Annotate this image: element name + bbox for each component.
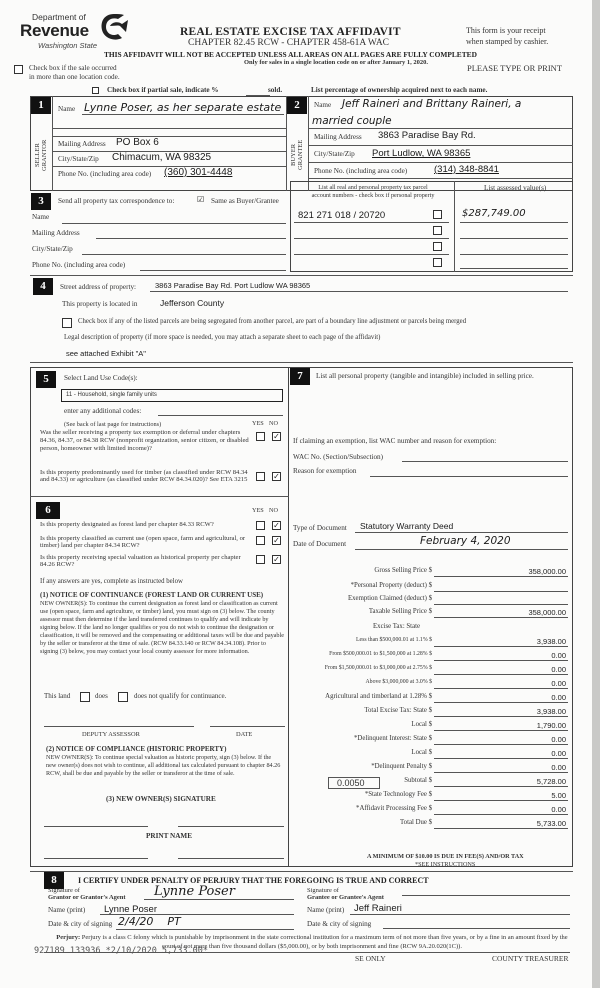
buyer-city[interactable]: Port Ludlow, WA 98365 xyxy=(372,148,471,159)
q2-yes-checkbox[interactable] xyxy=(256,472,265,481)
tax-row-line xyxy=(434,591,568,592)
buyer-mailing[interactable]: 3863 Paradise Bay Rd. xyxy=(378,130,476,141)
tax-row-label: Above $3,000,000 at 3.0% $ xyxy=(365,679,432,685)
tax-row-label: *Affidavit Processing Fee $ xyxy=(356,805,432,812)
receipt-note-1: This form is your receipt xyxy=(466,26,546,35)
tax-row-line xyxy=(434,702,568,703)
tax-row-line xyxy=(434,617,568,618)
buyer-side-label: BUYER GRANTEE xyxy=(290,139,304,171)
print-name-line-1[interactable] xyxy=(44,858,148,859)
logo-name: Revenue xyxy=(20,21,89,40)
tax-row-value[interactable]: 358,000.00 xyxy=(528,567,566,576)
notice-1-title: (1) NOTICE OF CONTINUANCE (FOREST LAND OR CURRENT USE) xyxy=(40,591,264,599)
yes-header-6: YES xyxy=(252,507,264,514)
tax-row-label: From $500,000.01 to $1,500,000 at 1.28% $ xyxy=(329,651,432,657)
notice-2-text: NEW OWNER(S): To continue special valuation as historic property, sign (3) below. If the new owner(s) does not wish to continue, all additional tax calculated pursuant to chapter 84.26 RCW, shall be due and payable by the seller or transferor at the time of sale. xyxy=(46,754,281,777)
buyer-mailing-label: Mailing Address xyxy=(314,133,362,141)
tax-row-value[interactable]: 5,728.00 xyxy=(536,777,566,786)
tax-row-label: *Personal Property (deduct) $ xyxy=(350,582,432,589)
partial-sale-checkbox[interactable] xyxy=(92,87,99,94)
tax-row-label: Total Due $ xyxy=(400,819,432,826)
current-use-yes-checkbox[interactable] xyxy=(256,536,265,545)
buyer-name-line1[interactable]: Jeff Raineri and Brittany Raineri, a xyxy=(342,98,522,110)
seller-name-label: Name xyxy=(58,105,76,113)
reason-label: Reason for exemption xyxy=(293,467,357,475)
reason-input[interactable] xyxy=(370,476,568,477)
buyer-phone-label: Phone No. (including area code) xyxy=(314,167,408,175)
tax-row-line xyxy=(434,646,568,647)
tax-row-line xyxy=(434,660,568,661)
current-use-no-checkbox[interactable]: ✓ xyxy=(273,536,280,545)
logo-state: Washington State xyxy=(38,41,98,50)
new-owner-signature-title: (3) NEW OWNER(S) SIGNATURE xyxy=(106,795,216,803)
send-correspondence-label: Send all property tax correspondence to: xyxy=(58,197,175,205)
tax-row-value[interactable]: 0.00 xyxy=(551,665,566,674)
county[interactable]: Jefferson County xyxy=(160,298,225,308)
tax-row-label: From $1,500,000.01 to $3,000,000 at 2.75% $ xyxy=(324,665,432,671)
tax-row-line xyxy=(434,716,568,717)
personal-property-checkbox[interactable] xyxy=(433,242,442,251)
tax-row-label: Taxable Selling Price $ xyxy=(368,608,432,615)
tax-row-line xyxy=(434,786,568,787)
forest-no-checkbox[interactable]: ✓ xyxy=(273,521,280,530)
tax-row-line xyxy=(434,772,568,773)
county-treasurer-label: COUNTY TREASURER xyxy=(492,954,569,963)
parcel-header: List all real and personal property tax parcel account numbers - check box if personal property xyxy=(311,184,435,199)
tax-row-value[interactable]: 358,000.00 xyxy=(528,608,566,617)
certify-statement: I CERTIFY UNDER PENALTY OF PERJURY THAT THE FOREGOING IS TRUE AND CORRECT xyxy=(78,876,429,885)
print-name-label: PRINT NAME xyxy=(146,832,192,840)
seller-side-label: SELLER GRANTOR xyxy=(34,139,48,171)
timber-question: Is this property predominantly used for timber (as classified under RCW 84.34 and 84.33) or agriculture (as classified under RCW 84.34.020)? See ETA 3215 xyxy=(40,469,248,484)
historical-yes-checkbox[interactable] xyxy=(256,555,265,564)
logo-dept: Department of xyxy=(32,12,86,22)
does-label: does xyxy=(95,692,108,700)
corr-mailing-label: Mailing Address xyxy=(32,229,80,237)
grantor-date-city[interactable]: 2/4/20 PT xyxy=(118,915,181,928)
cashier-stamp: 927189 133936 *2/10/2020 5,733.00* xyxy=(34,946,208,956)
tax-row-value[interactable]: 0.00 xyxy=(551,651,566,660)
additional-codes-input[interactable] xyxy=(158,415,283,416)
form-title: REAL ESTATE EXCISE TAX AFFIDAVIT xyxy=(180,26,401,38)
corr-city-label: City/State/Zip xyxy=(32,245,73,253)
grantor-signature-label: Signature of Grantor or Grantor's Agent xyxy=(48,887,126,901)
exemption-question: Was the seller receiving a property tax exemption or deferral under chapters 84.36, 84.37, or 84.38 RCW (nonprofit organization, senior citizen, or disabled person, homeowner with limited income)? xyxy=(40,429,249,453)
tax-row-value[interactable]: 0.00 xyxy=(551,735,566,744)
grantee-date-line[interactable] xyxy=(383,928,570,929)
corr-name-label: Name xyxy=(32,213,50,221)
section-6-badge: 6 xyxy=(36,502,60,519)
same-as-buyer-label: Same as Buyer/Grantee xyxy=(211,197,279,205)
tax-row-line xyxy=(434,576,568,577)
tax-row-line xyxy=(434,758,568,759)
seller-mailing-label: Mailing Address xyxy=(58,140,106,148)
forest-yes-checkbox[interactable] xyxy=(256,521,265,530)
tax-row-value[interactable]: 1,790.00 xyxy=(536,721,566,730)
legal-description[interactable]: see attached Exhibit "A" xyxy=(66,349,146,358)
section-2-badge: 2 xyxy=(287,97,307,114)
assessor-date-label: DATE xyxy=(236,731,253,738)
buyer-city-label: City/State/Zip xyxy=(314,150,355,158)
grantor-signature[interactable]: Lynne Poser xyxy=(154,884,235,899)
tax-row-line xyxy=(434,828,568,829)
historical-no-checkbox[interactable]: ✓ xyxy=(273,555,280,564)
section-5-badge: 5 xyxy=(36,371,56,388)
personal-property-checkbox[interactable] xyxy=(433,258,442,267)
ownership-note: List percentage of ownership acquired next to each name. xyxy=(311,86,488,94)
q1-no-checkbox[interactable]: ✓ xyxy=(273,432,280,441)
print-name-line-2[interactable] xyxy=(178,858,284,859)
receipt-note-2: when stamped by cashier. xyxy=(466,37,549,46)
assessed-value[interactable]: $287,749.00 xyxy=(462,208,526,219)
current-use-question: Is this property classified as current use (open space, farm and agricultural, or timber) land per chapter 84.34 RCW? xyxy=(40,535,246,550)
section-4-badge: 4 xyxy=(33,278,53,295)
assessor-date-line[interactable] xyxy=(210,726,285,727)
tax-row-value[interactable]: 0.00 xyxy=(551,805,566,814)
this-land-label: This land xyxy=(44,692,71,700)
tax-row-line xyxy=(434,604,568,605)
tax-row-line xyxy=(434,730,568,731)
dor-logo xyxy=(14,10,134,50)
type-or-print: PLEASE TYPE OR PRINT xyxy=(467,63,563,73)
buyer-phone[interactable]: (314) 348-8841 xyxy=(434,164,499,175)
deputy-assessor-line[interactable] xyxy=(44,726,194,727)
legal-desc-label: Legal description of property (if more space is needed, you may attach a separate sheet to each page of the affidavit) xyxy=(64,334,381,341)
tax-row-label: *Delinquent Interest: State $ xyxy=(354,735,432,742)
partial-sold-label: sold. xyxy=(268,86,283,94)
parcel-number[interactable]: 821 271 018 / 20720 xyxy=(298,210,386,221)
tax-row-value[interactable]: 0.00 xyxy=(551,679,566,688)
doc-type-label: Type of Document xyxy=(293,524,347,532)
form-warning: THIS AFFIDAVIT WILL NOT BE ACCEPTED UNLESS ALL AREAS ON ALL PAGES ARE FULLY COMPLETED xyxy=(104,50,477,59)
tax-row-line xyxy=(434,814,568,815)
additional-codes-label: enter any additional codes: xyxy=(64,407,142,415)
land-use-select[interactable] xyxy=(61,389,283,402)
tax-row-label: Exemption Claimed (deduct) $ xyxy=(348,595,432,602)
historical-question: Is this property receiving special valuation as historical property per chapter 84.26 RCW? xyxy=(40,554,241,569)
tax-row-value[interactable]: 0.00 xyxy=(551,693,566,702)
partial-sale-label: Check box if partial sale, indicate % xyxy=(107,86,219,94)
grantee-name[interactable]: Jeff Raineri xyxy=(354,903,402,914)
see-instructions: *SEE INSTRUCTIONS xyxy=(415,861,476,868)
notice-2-title: (2) NOTICE OF COMPLIANCE (HISTORIC PROPERTY) xyxy=(46,745,227,753)
land-use-label: Select Land Use Code(s): xyxy=(64,374,138,382)
section-3-badge: 3 xyxy=(31,193,51,210)
local-rate-box xyxy=(328,777,380,789)
scan-edge xyxy=(592,0,600,988)
no-header: NO xyxy=(269,420,278,427)
section-8-badge: 8 xyxy=(44,872,64,889)
tax-row-label: *Delinquent Penalty $ xyxy=(371,763,432,770)
does-not-label: does not qualify for continuance. xyxy=(134,692,227,700)
tax-row-line xyxy=(434,744,568,745)
tax-row-line xyxy=(434,688,568,689)
tax-row-value[interactable]: 0.00 xyxy=(551,763,566,772)
tax-row-value[interactable]: 0.00 xyxy=(551,749,566,758)
q1-yes-checkbox[interactable] xyxy=(256,432,265,441)
tax-row-label: *State Technology Fee $ xyxy=(364,791,432,798)
tax-row-label: Less than $500,000.01 at 1.1% $ xyxy=(356,637,432,643)
new-owner-signature-line-2[interactable] xyxy=(178,826,284,827)
minimum-note: A MINIMUM OF $10.00 IS DUE IN FEE(S) AND/OR TAX xyxy=(367,853,524,860)
no-header-6: NO xyxy=(269,507,278,514)
tax-row-line xyxy=(434,800,568,801)
section-1-badge: 1 xyxy=(31,97,51,114)
buyer-name-label: Name xyxy=(314,101,332,109)
grantor-name-label: Name (print) xyxy=(48,906,86,914)
assessed-header: List assessed value(s) xyxy=(484,184,547,192)
tax-row-value[interactable]: 5,733.00 xyxy=(536,819,566,828)
street-label: Street address of property: xyxy=(60,283,137,291)
section-7-badge: 7 xyxy=(290,368,310,385)
doc-date[interactable]: February 4, 2020 xyxy=(420,535,511,547)
seller-phone-label: Phone No. (including area code) xyxy=(58,170,152,178)
buyer-name-line2[interactable]: married couple xyxy=(312,115,392,127)
tax-row-label: Local $ xyxy=(411,749,432,756)
perjury-notice: Perjury: Perjury is a class C felony which is punishable by imprisonment in the state correctional institution for a maximum term of not more than five years, or by a fine in an amount fixed by the court of not more than five thousand dollars ($5,000.00), or by both imprisonment and fine (RCW 9A.20.020(1C)). xyxy=(56,934,568,950)
segregated-checkbox[interactable] xyxy=(62,318,72,328)
personal-property-label: List all personal property (tangible and intangible) included in selling price. xyxy=(316,372,534,380)
if-yes-note: If any answers are yes, complete as instructed below xyxy=(40,578,183,585)
tax-row-label: Excise Tax: State xyxy=(373,623,420,630)
tax-row-label: Subtotal $ xyxy=(404,777,432,784)
grantor-date-label: Date & city of signing xyxy=(48,920,113,928)
forest-question: Is this property designated as forest land per chapter 84.33 RCW? xyxy=(40,521,214,528)
grantee-signature-label: Signature of Grantee or Grantee's Agent xyxy=(307,887,384,901)
doc-date-label: Date of Document xyxy=(293,540,347,548)
seller-city-label: City/State/Zip xyxy=(58,155,99,163)
land-does-not-checkbox[interactable] xyxy=(118,692,128,702)
wac-label: WAC No. (Section/Subsection) xyxy=(293,453,384,461)
seller-mailing[interactable]: PO Box 6 xyxy=(116,137,159,148)
grantee-name-label: Name (print) xyxy=(307,906,345,914)
multi-location-checkbox[interactable] xyxy=(14,65,23,74)
segregated-label: Check box if any of the listed parcels are being segregated from another parcel, are part of a boundary line adjustment or parcels being merged xyxy=(78,318,467,325)
same-as-buyer-checkbox[interactable]: ☑ xyxy=(197,195,205,204)
tax-row-value[interactable]: 3,938.00 xyxy=(536,637,566,646)
tax-row-label: Local $ xyxy=(411,721,432,728)
seller-city[interactable]: Chimacum, WA 98325 xyxy=(112,152,212,163)
corr-phone-label: Phone No. (including area code) xyxy=(32,261,126,269)
exemption-label: If claiming an exemption, list WAC number and reason for exemption: xyxy=(293,437,497,445)
tax-row-label: Agricultural and timberland at 1.28% $ xyxy=(325,693,432,700)
tax-row-label: Total Excise Tax: State $ xyxy=(364,707,432,714)
tax-row-value[interactable]: 5.00 xyxy=(551,791,566,800)
q2-no-checkbox[interactable]: ✓ xyxy=(273,472,280,481)
street-address[interactable]: 3863 Paradise Bay Rd. Port Ludlow WA 98365 xyxy=(155,281,311,290)
new-owner-signature-line-1[interactable] xyxy=(44,826,148,827)
multi-location-label-2: in more than one location code. xyxy=(29,73,120,81)
notice-1-text: NEW OWNER(S): To continue the current designation as forest land or classification as current use (open space, farm and agriculture, or timber) land, you must sign on (3) below. The county assessor must then determine if the land transferred continues to qualify and will indicate by signing below. If the land no longer qualifies or you do not wish to continue the designation or classification, it will be removed and the compensating or additional taxes will be due and payable by the seller or transferor at the time of sale. (RCW 84.33.140 or RCW 84.34.108). Prior to signing (3) below, you may contact your local county assessor for more information. xyxy=(40,600,284,655)
form-subtitle: CHAPTER 82.45 RCW - CHAPTER 458-61A WAC xyxy=(188,38,390,48)
seller-phone[interactable]: (360) 301-4448 xyxy=(164,167,233,178)
yes-header: YES xyxy=(252,420,264,427)
located-label: This property is located in xyxy=(62,300,138,308)
doc-type[interactable]: Statutory Warranty Deed xyxy=(360,521,454,531)
grantor-name[interactable]: Lynne Poser xyxy=(104,904,157,915)
instructions-note: (See back of last page for instructions) xyxy=(64,421,162,428)
land-use-value: 11 - Household, single family units xyxy=(66,392,157,398)
multi-location-label-1: Check box if the sale occurred xyxy=(29,64,117,72)
local-rate: 0.0050 xyxy=(337,778,365,788)
grantee-date-label: Date & city of signing xyxy=(307,920,372,928)
seller-name[interactable]: Lynne Poser, as her separate estate xyxy=(84,101,282,114)
tax-row-label: Gross Selling Price $ xyxy=(374,567,432,574)
wac-input[interactable] xyxy=(402,461,568,462)
form-only-for: Only for sales in a single location code on or after January 1, 2020. xyxy=(244,59,428,66)
tax-row-line xyxy=(434,674,568,675)
use-only-label: SE ONLY xyxy=(355,954,386,963)
personal-property-checkbox[interactable] xyxy=(433,226,442,235)
grantee-signature-line[interactable] xyxy=(402,895,570,896)
land-does-checkbox[interactable] xyxy=(80,692,90,702)
tax-row-value[interactable]: 3,938.00 xyxy=(536,707,566,716)
personal-property-checkbox[interactable] xyxy=(433,210,442,219)
deputy-assessor-label: DEPUTY ASSESSOR xyxy=(82,731,140,738)
dor-swirl-icon xyxy=(98,12,130,42)
